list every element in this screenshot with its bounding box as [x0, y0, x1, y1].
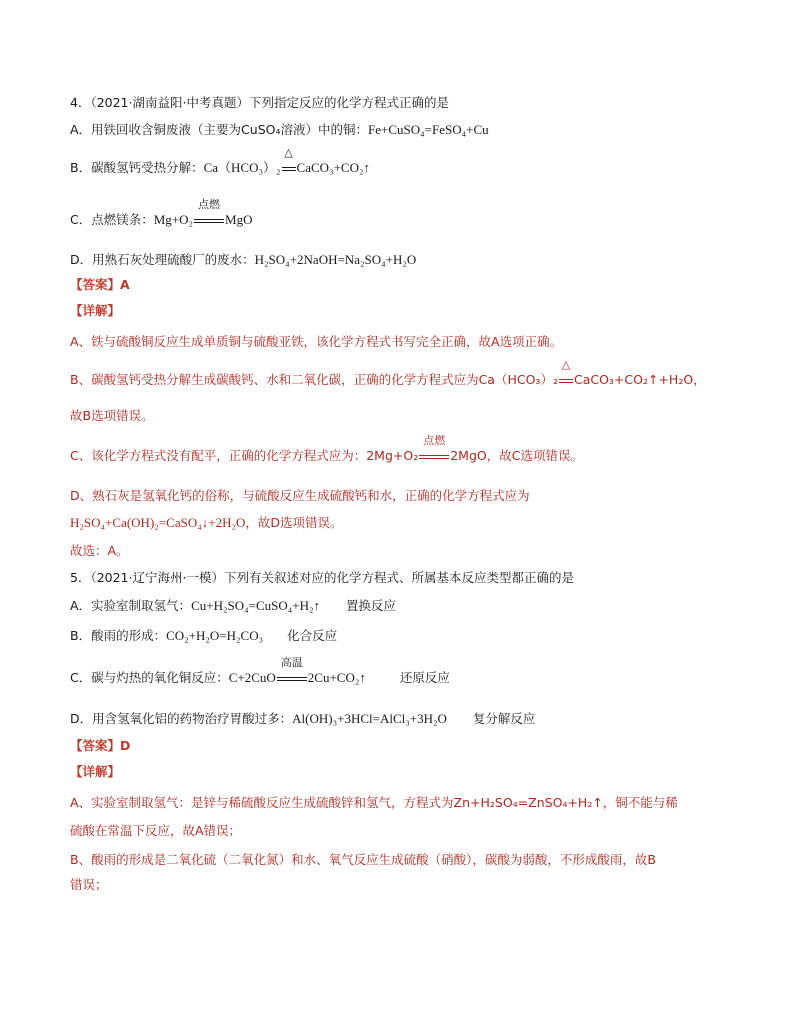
- q5-explain-a: A、实验室制取氢气：是锌与稀硫酸反应生成硫酸锌和氢气，方程式为Zn+H₂SO₄=ZnSO₄+H₂↑，铜不能与稀: [70, 795, 678, 810]
- q4-option-d: [70, 252, 740, 268]
- q5-option-c-text: C．碳与灼热的氧化铜反应：: [70, 670, 229, 685]
- condition-label: 点燃: [198, 198, 221, 211]
- q4-option-b-left: Ca（HCO₃）₂: [203, 160, 281, 175]
- q4-explain-a: A、铁与硫酸铜反应生成单质铜与硫酸亚铁，该化学方程式书写完全正确，故A选项正确。: [70, 334, 563, 349]
- q5-option-b: [70, 628, 740, 644]
- q5-option-d-equation: Al(OH)₃+3HCl=AlCl₃+3H₂O: [292, 711, 447, 726]
- q5-option-c-right: 2Cu+CO₂↑: [307, 670, 366, 685]
- q5-option-a-text: A．实验室制取氢气：: [70, 598, 192, 613]
- q4-choose: 故选：A。: [70, 543, 129, 558]
- heat-symbol: △: [561, 358, 571, 371]
- q4-option-b-condition: [282, 146, 296, 176]
- q4-option-c-right: MgO: [225, 212, 253, 227]
- q4-explain-heading: 【详解】: [70, 303, 121, 318]
- q4-explain-b-text: B、碳酸氢钙受热分解生成碳酸钙、水和二氧化碳，正确的化学方程式应为Ca（HCO₃）₂: [70, 372, 558, 387]
- q5-option-c-left: C+2CuO: [228, 670, 276, 685]
- q4-explain-b-right: CaCO₃+CO₂↑+H₂O，: [573, 372, 706, 387]
- q4-option-a: [70, 122, 740, 138]
- q5-option-c: [70, 656, 740, 686]
- q5-option-d: [70, 711, 740, 727]
- q4-option-d-text: D．用熟石灰处理硫酸厂的废水：: [70, 252, 255, 267]
- q4-option-b-text: B．碳酸氢钙受热分解：: [70, 160, 204, 175]
- equals-bar: [419, 455, 449, 459]
- q4-explain-c-text: C、该化学方程式没有配平，正确的化学方程式应为：2Mg+O₂: [70, 448, 419, 463]
- q4-stem: 4．（2021·湖南益阳·中考真题）下列指定反应的化学方程式正确的是: [70, 95, 449, 110]
- equals-bar: [277, 677, 307, 681]
- equals-bar: [194, 219, 224, 223]
- q5-answer: 【答案】D: [70, 738, 131, 753]
- q5-option-a-equation: Cu+H₂SO₄=CuSO₄+H₂↑: [191, 598, 321, 613]
- q4-option-a-text: A．用铁回收含铜废液（主要为CuSO₄溶液）中的铜：: [70, 122, 368, 137]
- q5-option-d-text: D．用含氢氧化铝的药物治疗胃酸过多：: [70, 711, 293, 726]
- q4-option-c-condition: [194, 198, 224, 228]
- q5-option-b-equation: CO₂+H₂O=H₂CO₃: [166, 628, 264, 643]
- q4-option-b: [70, 146, 740, 176]
- q4-option-d-equation: H₂SO₄+2NaOH=Na₂SO₄+H₂O: [254, 252, 417, 267]
- q5-option-a: [70, 598, 740, 614]
- q5-option-b-type: 化合反应: [287, 628, 338, 643]
- q5-explain-heading: 【详解】: [70, 764, 121, 779]
- q4-explain-b-cont: 故B选项错误。: [70, 408, 154, 423]
- q4-option-c-left: Mg+O₂: [153, 212, 194, 227]
- q5-option-c-condition: [277, 656, 307, 686]
- q4-explain-c-right: 2MgO，故C选项错误。: [450, 448, 583, 463]
- q4-explain-b-condition: [559, 358, 573, 388]
- q5-option-b-text: B．酸雨的形成：: [70, 628, 167, 643]
- q5-stem: 5．（2021·辽宁海州·一模）下列有关叙述对应的化学方程式、所属基本反应类型都正确的是: [70, 570, 574, 585]
- heat-symbol: △: [284, 146, 293, 159]
- q5-option-d-type: 复分解反应: [472, 711, 536, 726]
- q4-option-a-equation: Fe+CuSO₄=FeSO₄+Cu: [368, 122, 489, 137]
- q4-answer: 【答案】A: [70, 277, 130, 292]
- condition-label: 点燃: [423, 434, 446, 447]
- q4-explain-d: D、熟石灰是氢氧化钙的俗称，与硫酸反应生成硫酸钙和水，正确的化学方程式应为: [70, 488, 530, 503]
- q4-explain-d-cont: [70, 515, 740, 531]
- q5-explain-b: B、酸雨的形成是二氧化硫（二氧化氮）和水、氧气反应生成硫酸（硝酸），碳酸为弱酸，不形成酸雨，故B: [70, 852, 656, 867]
- q5-option-c-type: 还原反应: [399, 670, 450, 685]
- q4-explain-d-equation: H₂SO₄+Ca(OH)₂=CaSO₄↓+2H₂O: [70, 515, 246, 530]
- q4-explain-c-condition: [419, 434, 449, 464]
- q5-explain-a-cont: 硫酸在常温下反应，故A错误；: [70, 823, 242, 838]
- q4-option-c-text: C．点燃镁条：: [70, 212, 154, 227]
- q4-option-b-right: CaCO₃+CO₂↑: [296, 160, 370, 175]
- equals-bar: [559, 379, 573, 383]
- q4-explain-c: [70, 434, 740, 464]
- q5-option-a-type: 置换反应: [346, 598, 397, 613]
- condition-label: 高温: [280, 656, 303, 669]
- q5-explain-b-cont: 错误；: [70, 877, 108, 892]
- q4-explain-d-text: ，故D选项错误。: [245, 515, 343, 530]
- q4-option-c: [70, 198, 740, 228]
- q4-explain-b: [70, 358, 740, 388]
- equals-bar: [282, 167, 296, 171]
